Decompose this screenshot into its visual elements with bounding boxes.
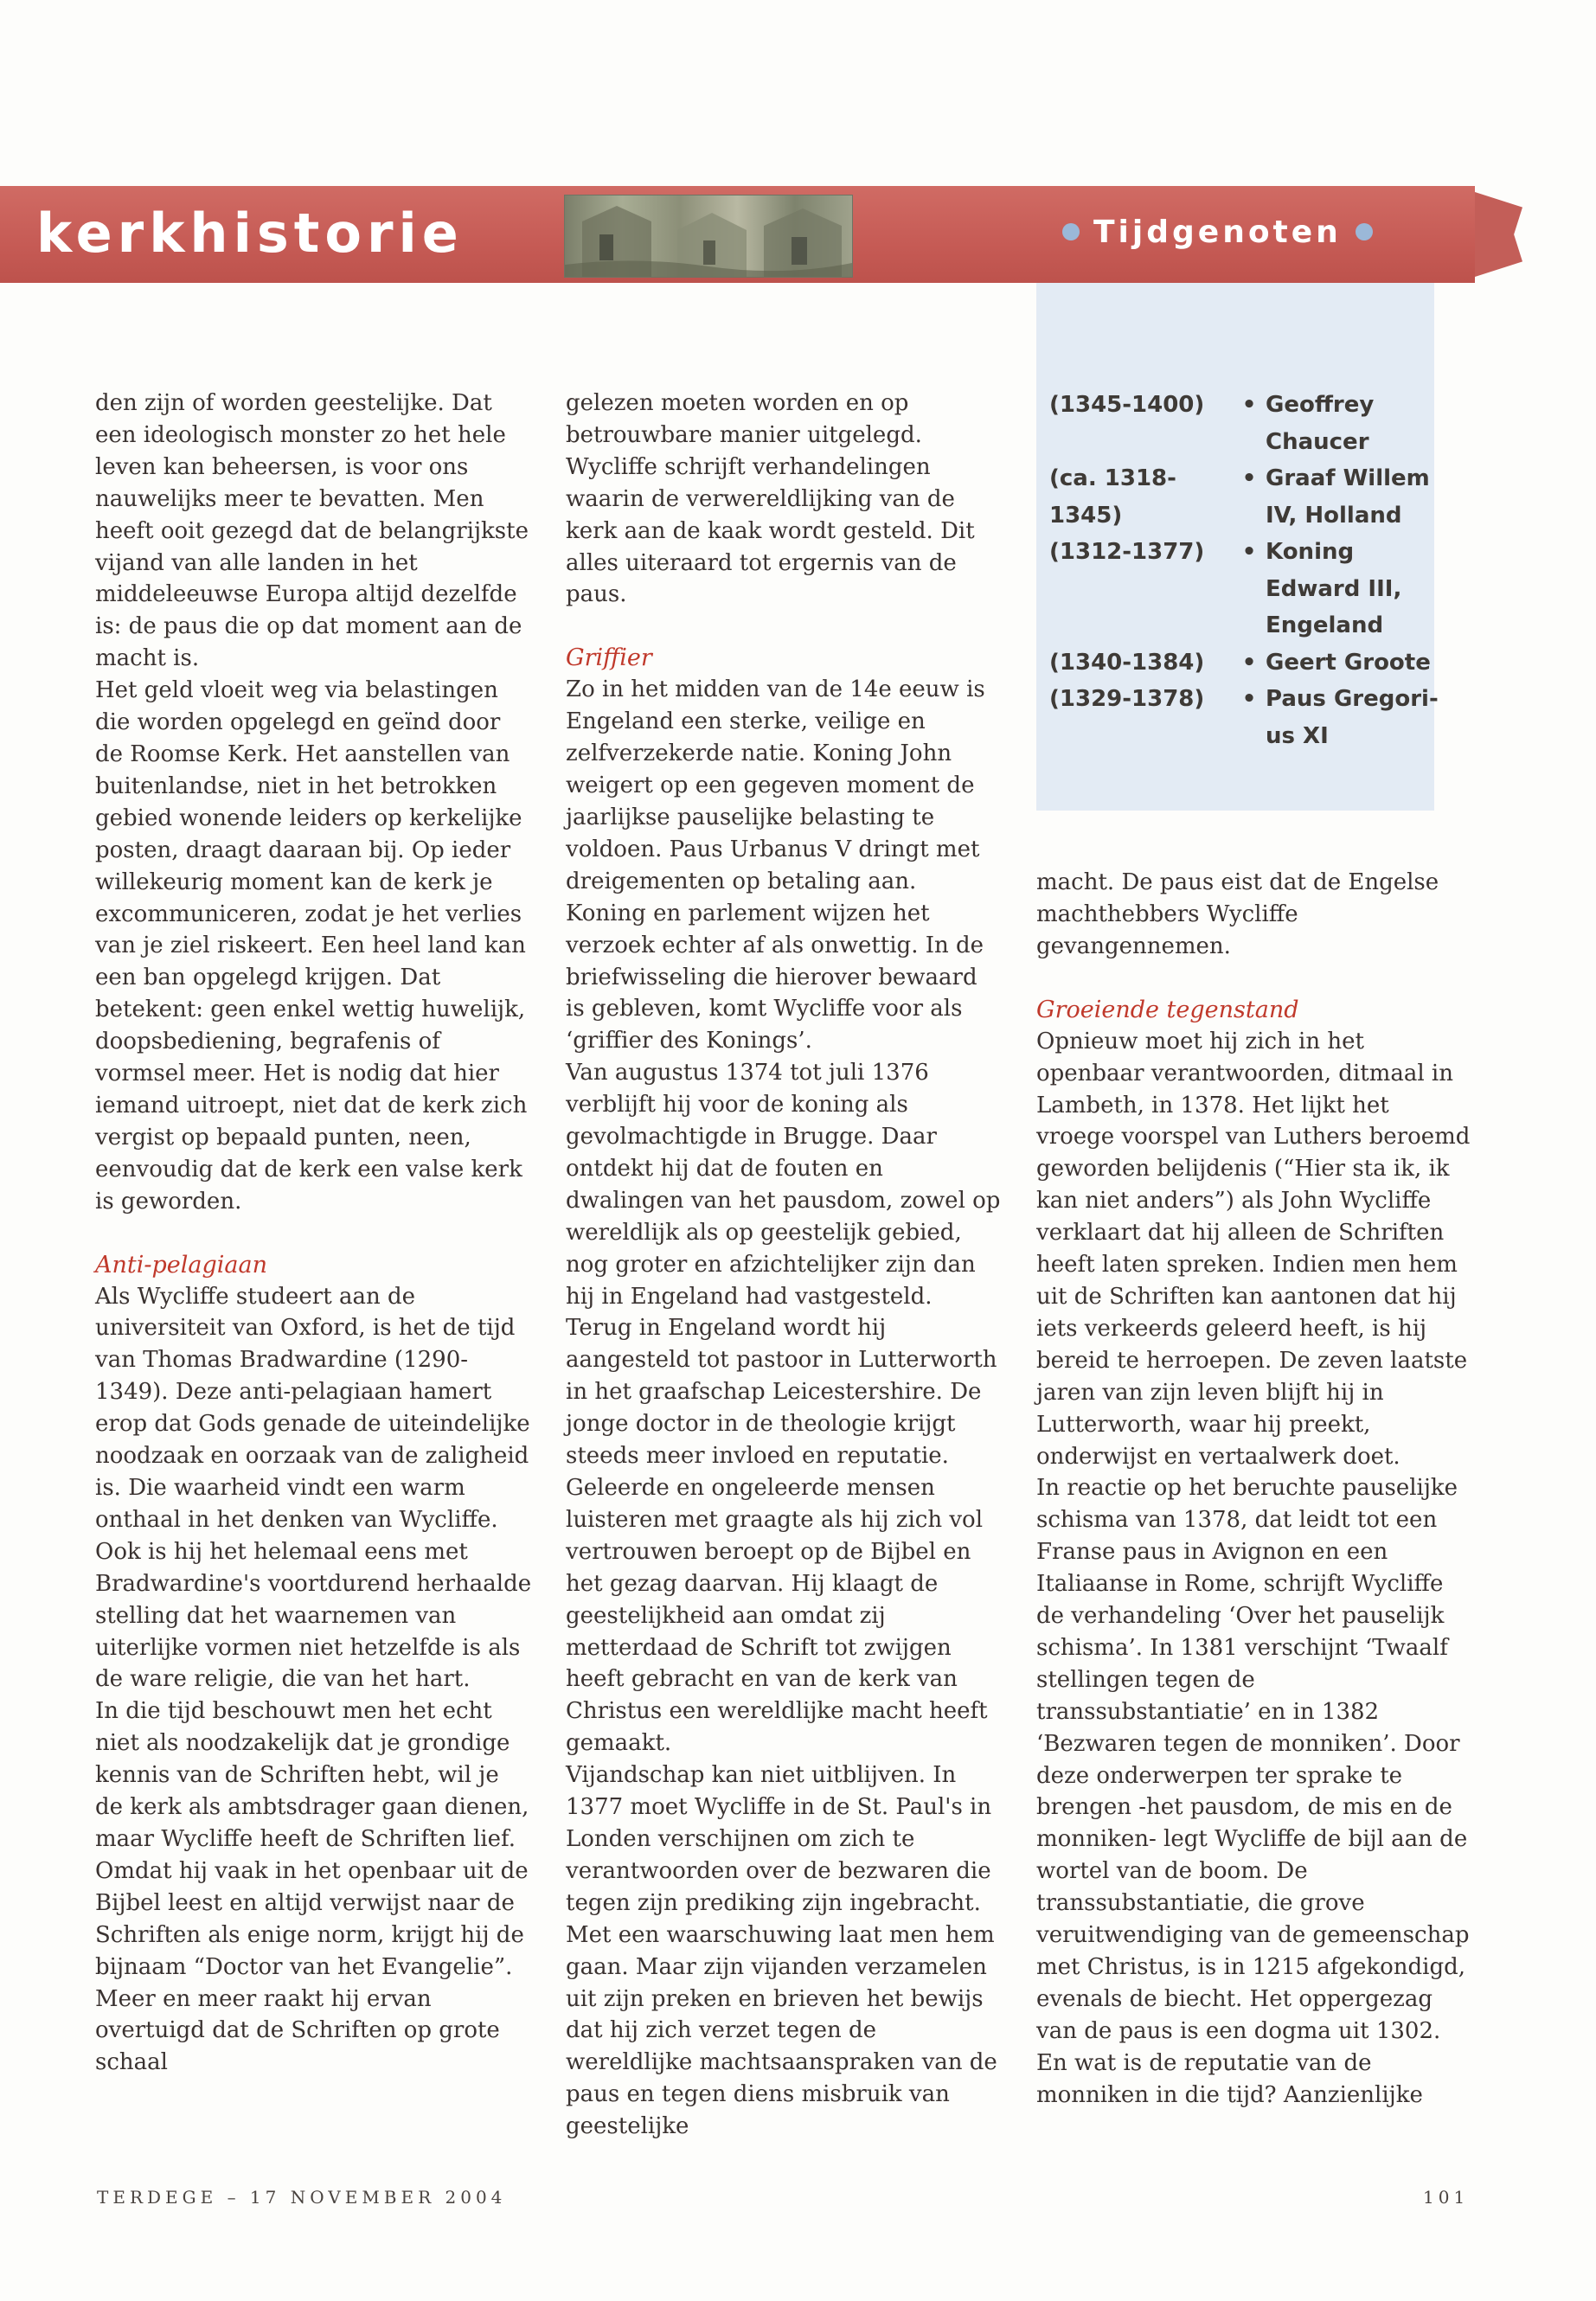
entry-dates: (ca. 1318-1345)	[1049, 465, 1176, 529]
paragraph: Als Wycliffe studeert aan de universiteit van Oxford, is het de tijd van Thomas Bradwardine (1290-1349). Deze anti-pelagiaan hamert erop dat Gods genade de uiteindelijke noodzaak en oorzaak van de zaligheid is. Die waarheid vindt een warm onthaal in het denken van Wycliffe. Ook is hij het helemaal eens met Bradwardine's voortdurend herhaalde stelling dat het waarnemen van uiterlijke vormen niet hetzelfde is als de ware religie, die van het hart.	[95, 1283, 532, 1693]
entry-dates: (1340-1384)	[1049, 649, 1205, 676]
bullet-icon: •	[1241, 686, 1257, 712]
article-column-1	[95, 388, 532, 2079]
bullet-icon: •	[1241, 649, 1257, 676]
list-item	[1049, 681, 1439, 754]
footer-publication: TERDEGE – 17 NOVEMBER 2004	[97, 2187, 507, 2208]
paragraph: Het geld vloeit weg via belastingen die worden opgelegd en geïnd door de Roomse Kerk. Het aanstellen van buitenlandse, niet in het betrokken gebied wonende leiders op kerkelijke posten, draagt daaraan bij. Op ieder willekeurig moment kan de kerk je excommuniceren, zodat je het verlies van je ziel riskeert. Een heel land kan een ban opgelegd krijgen. Dat betekent: geen enkel wettig huwelijk, doopsbediening, begrafenis of vormsel meer. Het is nodig dat hier iemand uitroept, niet dat de kerk zich vergist op bepaald punten, neen, eenvoudig dat de kerk een valse kerk is geworden.	[95, 677, 528, 1215]
list-item	[1049, 534, 1439, 644]
bullet-icon: •	[1241, 392, 1257, 418]
paragraph: En wat is de reputatie van de monniken in die tijd? Aanzienlijke	[1036, 2049, 1423, 2108]
entry-name: Paus Gregori- us XI	[1266, 686, 1439, 749]
sidebar-title	[1062, 210, 1373, 253]
paragraph: macht. De paus eist dat de Engelse machthebbers Wycliffe gevangennemen.	[1036, 869, 1439, 959]
subheading: Anti-pelagiaan	[95, 1251, 267, 1279]
paragraph: gelezen moeten worden en op betrouwbare manier uitgelegd. Wycliffe schrijft verhandelingen waarin de verwereldlijking van de kerk aan de kaak wordt gesteld. Dit alles uiteraard tot ergernis van de paus.	[566, 390, 975, 608]
entry-name: Graaf Willem IV, Holland	[1266, 465, 1430, 529]
article-column-2	[566, 388, 1003, 2143]
bullet-dot-icon	[1356, 223, 1373, 240]
paragraph: den zijn of worden geestelijke. Dat een ideologisch monster zo het hele leven kan beheersen, is voor ons nauwelijks meer te bevatten. Men heeft ooit gezegd dat de belangrijkste vijand van alle landen in het middeleeuwse Europa altijd dezelfde is: de paus die op dat moment aan de macht is.	[95, 390, 529, 672]
subheading: Groeiende tegenstand	[1036, 996, 1299, 1023]
contemporaries-list	[1049, 387, 1439, 754]
entry-name: Koning Edward III, Engeland	[1266, 539, 1402, 638]
bullet-icon: •	[1241, 539, 1257, 565]
banner-photo	[564, 195, 853, 278]
entry-dates: (1329-1378)	[1049, 686, 1205, 712]
paragraph: In die tijd beschouwt men het echt niet als noodzakelijk dat je grondige kennis van de Schriften hebt, wil je de kerk als ambtsdrager gaan dienen, maar Wycliffe heeft de Schriften lief. Omdat hij vaak in het openbaar uit de Bijbel leest en altijd verwijst naar de Schriften als enige norm, krijgt hij de bijnaam “Doctor van het Evangelie”. Meer en meer raakt hij ervan overtuigd dat de Schriften op grote schaal	[95, 1698, 529, 2076]
list-item	[1049, 460, 1439, 534]
entry-dates: (1312-1377)	[1049, 539, 1205, 565]
paragraph: Zo in het midden van de 14e eeuw is Engeland een sterke, veilige en zelfverzekerde natie. Koning John weigert op een gegeven moment de jaarlijkse pauselijke belasting te voldoen. Paus Urbanus V dringt met dreigementen op betaling aan. Koning en parlement wijzen het verzoek echter af als onwettig. In de briefwisseling die hierover bewaard is gebleven, komt Wycliffe voor als ‘griffier des Konings’.	[566, 676, 985, 1054]
bullet-icon: •	[1241, 465, 1257, 491]
banner-edge	[1475, 192, 1522, 277]
article-column-3	[1036, 867, 1473, 2112]
list-item	[1049, 644, 1439, 682]
list-item	[1049, 387, 1439, 460]
paragraph: Opnieuw moet hij zich in het openbaar verantwoorden, ditmaal in Lambeth, in 1378. Het lijkt het vroege voorspel van Luthers beroemd geworden belijdenis (“Hier sta ik, ik kan niet anders”) als John Wycliffe verklaart dat hij alleen de Schriften heeft laten spreken. Indien men hem uit de Schriften kan aantonen dat hij iets verkeerds geleerd heeft, is hij bereid te herroepen. De zeven laatste jaren van zijn leven blijft hij in Lutterworth, waar hij preekt, onderwijst en vertaalwerk doet.	[1036, 1028, 1471, 1470]
bullet-dot-icon	[1062, 223, 1080, 240]
sidebar-title-text: Tijdgenoten	[1093, 214, 1342, 250]
paragraph: Van augustus 1374 tot juli 1376 verblijft hij voor de koning als gevolmachtigde in Brugge. Daar ontdekt hij dat de fouten en dwalingen van het pausdom, zowel op wereldlijk als op geestelijk gebied, nog groter en afzichtelijker zijn dan hij in Engeland had vastgesteld. Terug in Engeland wordt hij aangesteld tot pastoor in Lutterworth in het graafschap Leicestershire. De jonge doctor in de theologie krijgt steeds meer invloed en reputatie. Geleerde en ongeleerde mensen luisteren met graagte als hij zich vol vertrouwen beroept op de Bijbel en het gezag daarvan. Hij klaagt de geestelijkheid aan omdat zij metterdaad de Schrift tot zwijgen heeft gebracht en van de kerk van Christus een wereldlijke macht heeft gemaakt.	[566, 1060, 1001, 1757]
paragraph: In reactie op het beruchte pauselijke schisma van 1378, dat leidt tot een Franse paus in Avignon en een Italiaanse in Rome, schrijft Wycliffe de verhandeling ‘Over het pauselijk schisma’. In 1381 verschijnt ‘Twaalf stellingen tegen de transsubstantiatie’ en in 1382 ‘Bezwaren tegen de monniken’. Door deze onderwerpen ter sprake te brengen -het pausdom, de mis en de monniken- legt Wycliffe de bijl aan de wortel van de boom. De transsubstantiatie, die grove veruitwendiging van de gemeenschap met Christus, is in 1215 afgekondigd, evenals de biecht. Het oppergezag van de paus is een dogma uit 1302.	[1036, 1475, 1470, 2044]
entry-name: Geoffrey Chaucer	[1266, 392, 1375, 455]
entry-dates: (1345-1400)	[1049, 392, 1205, 418]
section-title: kerkhistorie	[36, 202, 464, 265]
entry-name: Geert Groote	[1266, 649, 1431, 676]
subheading: Griffier	[566, 644, 652, 672]
page-number: 101	[1423, 2187, 1470, 2208]
paragraph: Vijandschap kan niet uitblijven. In 1377 moet Wycliffe in de St. Paul's in Londen verschijnen om zich te verantwoorden over de bezwaren die tegen zijn prediking zijn ingebracht. Met een waarschuwing laat men hem gaan. Maar zijn vijanden verzamelen uit zijn preken en brieven het bewijs dat hij zich verzet tegen de wereldlijke machtsaanspraken van de paus en tegen diens misbruik van geestelijke	[566, 1762, 997, 2140]
